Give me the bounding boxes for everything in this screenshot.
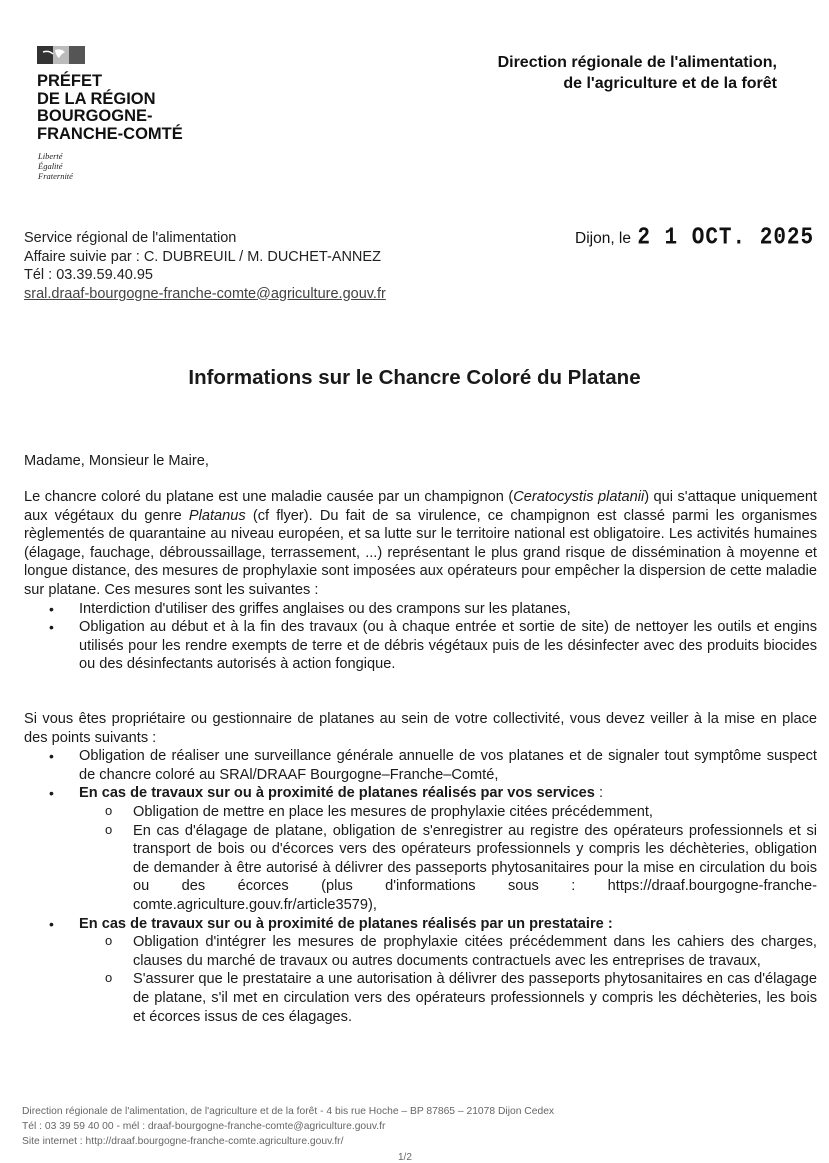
prophylaxis-list bbox=[24, 600, 817, 674]
paragraph-obligations bbox=[24, 710, 817, 1026]
sublist-item: o S'assurer que le prestataire a une autorisation à délivrer des passeports phytosanitaires en cas d'élagage de platane, s'il met en circulation vers des opérateurs professionnels y compris les déchèteries, les bois et écorces issus de ces élagages. bbox=[78, 970, 817, 1026]
list-item: • Interdiction d'utiliser des griffes anglaises ou des crampons sur les platanes, bbox=[24, 600, 817, 619]
prefet-title: PRÉFET DE LA RÉGION BOURGOGNE- FRANCHE-COMTÉ bbox=[37, 72, 183, 143]
footer-address: Direction régionale de l'alimentation, de l'agriculture et de la forêt - 4 bis rue Hoche – BP 87865 – 21078 Dijon Cedex bbox=[22, 1106, 555, 1117]
sublist-item: o Obligation de mettre en place les mesures de prophylaxie citées précédemment, bbox=[78, 803, 817, 822]
dateline-place: Dijon, le bbox=[575, 230, 631, 247]
page-number: 1/2 bbox=[398, 1152, 412, 1163]
footer bbox=[22, 1104, 554, 1149]
republic-motto: Liberté Égalité Fraternité bbox=[38, 151, 73, 181]
salutation: Madame, Monsieur le Maire, bbox=[24, 453, 209, 469]
list-item: • En cas de travaux sur ou à proximité de platanes réalisés par un prestataire : o Obligation d'intégrer les mesures de prophylaxie citées précédemment dans les cahiers des charges, clauses du marché de travaux ou autres documents contractuels avec les entreprises de travaux, o S'assurer que le prestataire a une autorisation à délivrer des passeports phytosanitaires en cas d'élagage de platane, s'il met en circulation vers des opérateurs professionnels y compris les déchèteries, les bois et écorces issus de ces élagages. bbox=[24, 915, 817, 1027]
direction-header: Direction régionale de l'alimentation, de l'agriculture et de la forêt bbox=[497, 54, 777, 92]
footer-contact: Tél : 03 39 59 40 00 - mél : draaf-bourgogne-franche-comte@agriculture.gouv.fr bbox=[22, 1121, 386, 1132]
dateline bbox=[575, 227, 814, 250]
document-title: Informations sur le Chancre Coloré du Platane bbox=[188, 366, 641, 389]
sublist-item: o Obligation d'intégrer les mesures de prophylaxie citées précédemment dans les cahiers des charges, clauses du marché de travaux ou autres documents contractuels avec les entreprises de travaux, bbox=[78, 933, 817, 970]
sublist-prestataire bbox=[78, 933, 817, 1026]
paragraph-obligations-intro: Si vous êtes propriétaire ou gestionnaire de platanes au sein de votre collectivité, vous devez veiller à la mise en place des points suivants : bbox=[24, 711, 817, 746]
paragraph-intro-text: Le chancre coloré du platane est une maladie causée par un champignon (Ceratocystis platanii) qui s'attaque uniquement aux végétaux du genre Platanus (cf flyer). Du fait de sa virulence, ce champignon est classé parmi les organismes règlementés de quarantaine au niveau européen, et sa lutte sur le territoire national est obligatoire. Les activités humaines (élagage, fauchage, débroussaillage, terrassement, ...) représentant le plus grand risque de dissémination à moyenne et longue distance, des mesures de prophylaxie sont imposées aux opérateurs pour empêcher la dispersion de cette maladie sur platane. Ces mesures sont les suivantes : bbox=[24, 489, 817, 598]
footer-website: Site internet : http://draaf.bourgogne-franche-comte.agriculture.gouv.fr/ bbox=[22, 1136, 344, 1147]
paragraph-intro bbox=[24, 488, 817, 674]
obligations-list bbox=[24, 747, 817, 1026]
date-stamp: 2 1 OCT. 2025 bbox=[637, 225, 815, 252]
service-contact: Affaire suivie par : C. DUBREUIL / M. DUCHET-ANNEZ bbox=[24, 248, 381, 265]
sublist-services bbox=[78, 803, 817, 915]
sublist-item: o En cas d'élagage de platane, obligation de s'enregistrer au registre des opérateurs professionnels et si transport de bois ou d'écorces vers des opérateurs professionnels y compris les déchèteries, obligation de demander à être autorisé à délivrer des passeports phytosanitaires pour la mise en circulation du bois ou des écorces (plus d'informations sous : https://draaf.bourgogne-franche-comte.agriculture.gouv.fr/article3579), bbox=[78, 822, 817, 915]
service-email-link[interactable]: sral.draaf-bourgogne-franche-comte@agriculture.gouv.fr bbox=[24, 285, 386, 302]
service-block bbox=[24, 229, 386, 303]
service-name: Service régional de l'alimentation bbox=[24, 230, 237, 246]
list-item: • Obligation au début et à la fin des travaux (ou à chaque entrée et sortie de site) de nettoyer les outils et engins utilisés pour les rendre exempts de terre et de débris végétaux puis de les désinfecter avec des produits biocides ou des désinfectants autorisés à action fongique. bbox=[24, 618, 817, 674]
list-item: • Obligation de réaliser une surveillance générale annuelle de vos platanes et de signaler tout symptôme suspect de chancre coloré au SRAl/DRAAF Bourgogne–Franche–Comté, bbox=[24, 747, 817, 784]
list-item: • En cas de travaux sur ou à proximité de platanes réalisés par vos services : o Obligation de mettre en place les mesures de prophylaxie citées précédemment, o En cas d'élagage de platane, obligation de s'enregistrer au registre des opérateurs professionnels et si transport de bois ou d'écorces vers des opérateurs professionnels y compris les déchèteries, obligation de demander à être autorisé à délivrer des passeports phytosanitaires pour la mise en circulation du bois ou des écorces (plus d'informations sous : https://draaf.bourgogne-franche-comte.agriculture.gouv.fr/article3579), bbox=[24, 784, 817, 914]
service-phone: Tél : 03.39.59.40.95 bbox=[24, 267, 153, 283]
marianne-logo-icon bbox=[37, 46, 85, 64]
